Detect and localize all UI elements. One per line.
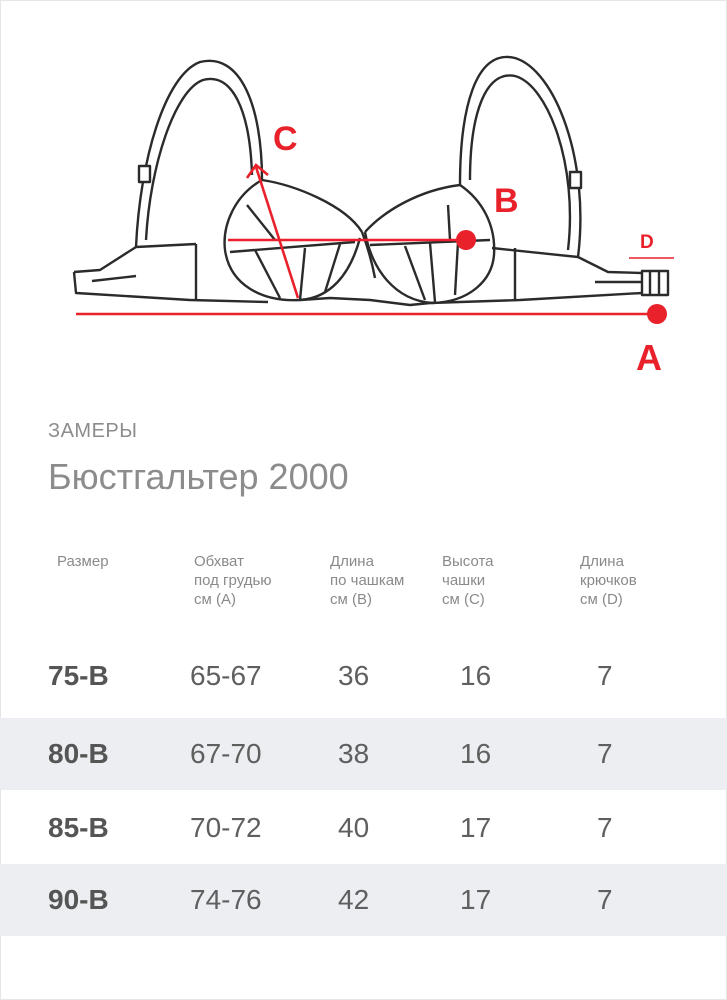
underbust-cell: 65-67 [190, 660, 262, 691]
label-d: D [640, 232, 654, 253]
table-row [0, 640, 727, 712]
column-header-cup-height: Высота чашки см (С) [442, 553, 494, 608]
label-b: B [494, 182, 519, 220]
column-header-underbust: Обхват под грудью см (А) [194, 553, 272, 608]
underbust-cell: 74-76 [190, 884, 262, 915]
size-cell: 90-B [48, 884, 109, 915]
cup-length-cell: 40 [338, 812, 370, 843]
bra-outline [74, 57, 668, 305]
table-row [0, 792, 727, 864]
page-title: Бюстгальтер 2000 [48, 456, 349, 497]
cup-height-cell: 16 [460, 738, 492, 769]
column-header-cup-length: Длина по чашкам см (В) [330, 553, 405, 608]
table-row [0, 864, 727, 936]
hook-length-cell: 7 [597, 660, 613, 691]
column-header-size: Размер [57, 553, 109, 570]
cup-length-cell: 42 [338, 884, 370, 915]
cup-length-cell: 36 [338, 660, 370, 691]
label-a: A [636, 337, 662, 378]
size-cell: 80-B [48, 738, 109, 769]
cup-height-cell: 17 [460, 884, 492, 915]
cup-length-cell: 38 [338, 738, 370, 769]
underbust-cell: 67-70 [190, 738, 262, 769]
cup-height-cell: 17 [460, 812, 492, 843]
size-cell: 75-B [48, 660, 109, 691]
hook-length-cell: 7 [597, 884, 613, 915]
measurement-a [76, 304, 667, 324]
section-kicker: ЗАМЕРЫ [48, 420, 138, 442]
measurement-b [228, 230, 476, 250]
column-header-hook-length: Длина крючков см (D) [580, 553, 637, 608]
hook-length-cell: 7 [597, 738, 613, 769]
hook-length-cell: 7 [597, 812, 613, 843]
label-c: C [273, 120, 298, 158]
size-cell: 85-B [48, 812, 109, 843]
bra-measurement-diagram [0, 0, 727, 400]
cup-height-cell: 16 [460, 660, 492, 691]
underbust-cell: 70-72 [190, 812, 262, 843]
table-row [0, 718, 727, 790]
